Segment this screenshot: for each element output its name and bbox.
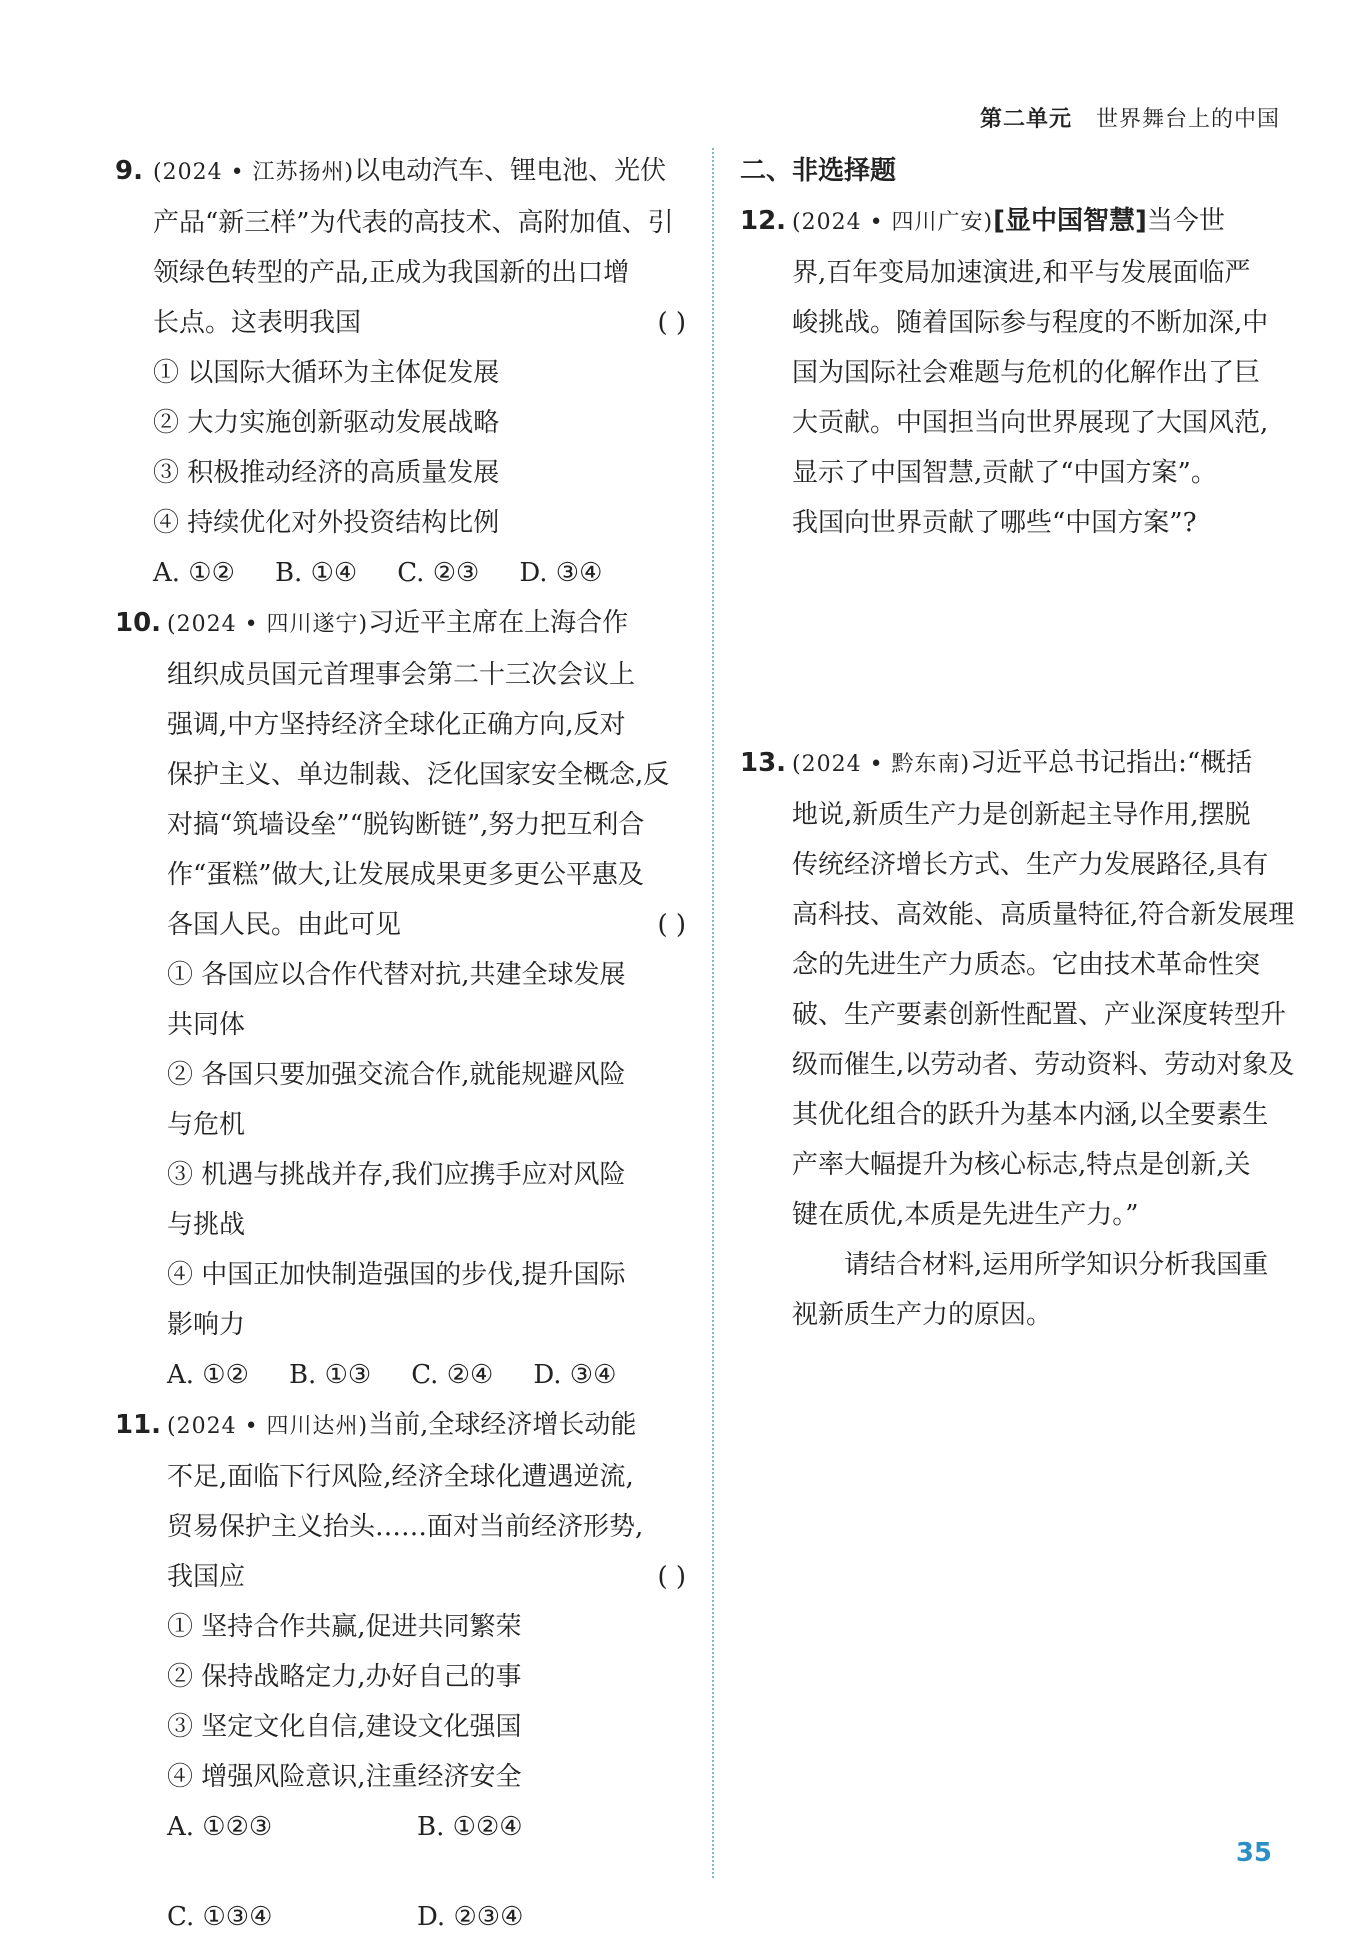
answer-choices (167, 1802, 690, 1942)
stem-line: 不足,面临下行风险,经济全球化遭遇逆流, (167, 1462, 634, 1492)
unit-title: 世界舞台上的中国 (1095, 107, 1280, 132)
stem-line: 当今世 (1146, 206, 1225, 236)
question-source: (2024 • 四川广安) (792, 210, 994, 235)
choice-a[interactable]: A. ①②③ (167, 1812, 273, 1842)
question-prompt: 请结合材料,运用所学知识分析我国重 (844, 1250, 1269, 1280)
stem-line: 作“蛋糕”做大,让发展成果更多更公平惠及 (167, 860, 644, 890)
page-number: 35 (1235, 1838, 1272, 1868)
choice-c[interactable]: C. ①③④ (167, 1902, 273, 1932)
section-title: 二、非选择题 (740, 156, 897, 186)
choice-d[interactable]: D. ②③④ (417, 1902, 524, 1932)
question-source: (2024 • 江苏扬州) (153, 160, 355, 185)
option: ④ 中国正加快制造强国的步伐,提升国际 (167, 1260, 626, 1290)
question-body (115, 1400, 690, 1942)
right-column (740, 146, 1315, 1340)
stem-line: 以电动汽车、锂电池、光伏 (354, 156, 667, 186)
stem-line: 地说,新质生产力是创新起主导作用,摆脱 (792, 800, 1251, 830)
stem-line: 界,百年变局加速演进,和平与发展面临严 (792, 258, 1251, 288)
question-prompt: 我国向世界贡献了哪些“中国方案”? (792, 508, 1197, 538)
question-source: (2024 • 黔东南) (792, 752, 971, 777)
question-body (740, 196, 1315, 738)
question-number: 11. (115, 1410, 162, 1440)
option: ② 大力实施创新驱动发展战略 (153, 408, 500, 438)
stem-line: 显示了中国智慧,贡献了“中国方案”。 (792, 458, 1217, 488)
question-number: 10. (115, 608, 162, 638)
question-13 (740, 738, 1315, 1340)
page-header (980, 102, 1280, 133)
answer-bracket[interactable]: ( ) (657, 910, 686, 940)
option: ② 保持战略定力,办好自己的事 (167, 1662, 522, 1692)
stem-line: 强调,中方坚持经济全球化正确方向,反对 (167, 710, 626, 740)
choice-a[interactable]: A. ①② (153, 558, 235, 588)
question-12 (740, 196, 1315, 738)
stem-line: 对搞“筑墙设垒”“脱钩断链”,努力把互利合 (167, 810, 645, 840)
stem-line: 传统经济增长方式、生产力发展路径,具有 (792, 850, 1269, 880)
answer-space[interactable] (792, 548, 1315, 738)
choice-d[interactable]: D. ③④ (519, 558, 603, 588)
unit-label: 第二单元 (979, 107, 1072, 132)
stem-line: 领绿色转型的产品,正成为我国新的出口增 (153, 258, 630, 288)
stem-line: 大贡献。中国担当向世界展现了大国风范, (792, 408, 1269, 438)
option: ③ 积极推动经济的高质量发展 (153, 458, 500, 488)
answer-bracket[interactable]: ( ) (657, 1562, 686, 1592)
answer-choices (167, 1350, 690, 1400)
stem-line: 产率大幅提升为核心标志,特点是创新,关 (792, 1150, 1251, 1180)
stem-line: 国为国际社会难题与危机的化解作出了巨 (792, 358, 1261, 388)
page (20, 20, 1330, 1932)
stem-line: 当前,全球经济增长动能 (368, 1410, 637, 1440)
stem-line: 高科技、高效能、高质量特征,符合新发展理 (792, 900, 1295, 930)
left-column (115, 146, 690, 1942)
stem-line: 习近平主席在上海合作 (368, 608, 629, 638)
question-11 (115, 1400, 690, 1942)
answer-choices (153, 548, 690, 598)
question-source: (2024 • 四川达州) (167, 1414, 369, 1439)
choice-c[interactable]: C. ②④ (411, 1360, 494, 1390)
stem-line: 长点。这表明我国 (153, 308, 362, 338)
stem-line: 产品“新三样”为代表的高技术、高附加值、引 (153, 208, 674, 238)
option: ③ 坚定文化自信,建设文化强国 (167, 1712, 522, 1742)
question-9 (115, 146, 690, 598)
question-body (115, 146, 690, 598)
option-continued: 共同体 (167, 1010, 246, 1040)
choice-b[interactable]: B. ①④ (274, 558, 358, 588)
question-prompt: 视新质生产力的原因。 (792, 1300, 1053, 1330)
option: ② 各国只要加强交流合作,就能规避风险 (167, 1060, 626, 1090)
stem-line: 保护主义、单边制裁、泛化国家安全概念,反 (167, 760, 670, 790)
stem-line: 峻挑战。随着国际参与程度的不断加深,中 (792, 308, 1269, 338)
option: ① 坚持合作共赢,促进共同繁荣 (167, 1612, 522, 1642)
choice-c[interactable]: C. ②③ (397, 558, 480, 588)
question-number: 13. (740, 748, 787, 778)
option-continued: 与挑战 (167, 1210, 246, 1240)
option: ④ 增强风险意识,注重经济安全 (167, 1762, 522, 1792)
column-divider (712, 148, 714, 1878)
question-body (115, 598, 690, 1400)
stem-line: 级而催生,以劳动者、劳动资料、劳动对象及 (792, 1050, 1295, 1080)
question-body (740, 738, 1315, 1340)
option: ④ 持续优化对外投资结构比例 (153, 508, 500, 538)
stem-line: 其优化组合的跃升为基本内涵,以全要素生 (792, 1100, 1269, 1130)
stem-line: 我国应 (167, 1562, 246, 1592)
choice-a[interactable]: A. ①② (167, 1360, 249, 1390)
stem-line: 破、生产要素创新性配置、产业深度转型升 (792, 1000, 1287, 1030)
option-continued: 影响力 (167, 1310, 246, 1340)
stem-line: 组织成员国元首理事会第二十三次会议上 (167, 660, 636, 690)
option-continued: 与危机 (167, 1110, 246, 1140)
option: ① 各国应以合作代替对抗,共建全球发展 (167, 960, 626, 990)
question-number: 12. (740, 206, 787, 236)
topic-tag: [显中国智慧] (993, 206, 1147, 236)
answer-bracket[interactable]: ( ) (657, 308, 686, 338)
choice-b[interactable]: B. ①②④ (417, 1812, 523, 1842)
question-10 (115, 598, 690, 1400)
question-source: (2024 • 四川遂宁) (167, 612, 369, 637)
stem-line: 各国人民。由此可见 (167, 910, 402, 940)
choice-d[interactable]: D. ③④ (533, 1360, 617, 1390)
stem-line: 键在质优,本质是先进生产力。” (792, 1200, 1139, 1230)
option: ① 以国际大循环为主体促发展 (153, 358, 500, 388)
stem-line: 习近平总书记指出:“概括 (970, 748, 1253, 778)
question-number: 9. (115, 156, 143, 186)
option: ③ 机遇与挑战并存,我们应携手应对风险 (167, 1160, 626, 1190)
choice-b[interactable]: B. ①③ (288, 1360, 372, 1390)
stem-line: 贸易保护主义抬头……面对当前经济形势, (167, 1512, 644, 1542)
stem-line: 念的先进生产力质态。它由技术革命性突 (792, 950, 1261, 980)
